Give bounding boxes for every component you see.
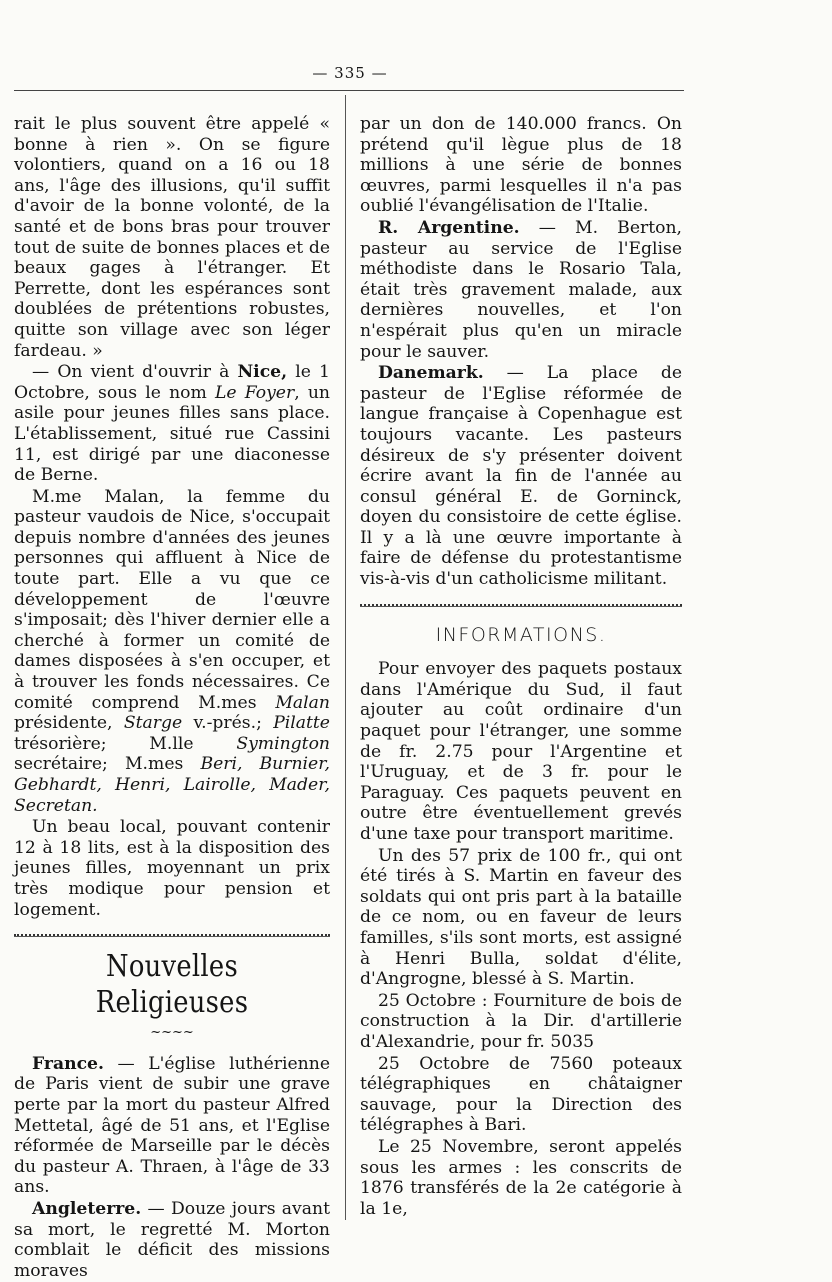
paragraph-france: France. — L'église luthérienne de Paris vient de subir une grave perte par la mort du pasteur Alfred Mettetal, âgé de 51 ans, et l'Eglise réformée de Marseille par le décès du pasteur A. Thraen, à l'âge de 33 ans. [14, 1053, 330, 1198]
right-column [360, 114, 682, 1220]
section-rule [14, 934, 330, 937]
paragraph-local: Un beau local, pouvant contenir 12 à 18 lits, est à la disposition des jeunes filles, moyennant un prix très modique pour pension et logement. [14, 817, 330, 920]
heading-nouvelles-religieuses: Nouvelles Religieuses [95, 949, 249, 1021]
paragraph-danemark: Danemark. — La place de pasteur de l'Eglise réformée de langue française à Copenhague est toujours vacante. Les pasteurs désireux de s'y présenter doivent écrire avant la fin de l'année au consul général E. de Gorninck, doyen du consistoire de cette église. Il y a là une œuvre importante à faire de défense du protestantisme vis-à-vis d'un catholicisme militant. [360, 363, 682, 590]
page-number: — 335 — [312, 64, 388, 82]
section-rule-right [360, 604, 682, 607]
paragraph-nice: — On vient d'ouvrir à Nice, le 1 Octobre, sous le nom Le Foyer, un asile pour jeunes filles sans place. L'établissement, situé rue Cassini 11, est dirigé par une diaconesse de Berne. [14, 362, 330, 486]
left-column [14, 114, 330, 1282]
paragraph-poteaux: 25 Octobre de 7560 poteaux télégraphiques en châtaigner sauvage, pour la Direction des télégraphes à Bari. [360, 1053, 682, 1136]
heading-informations: INFORMATIONS. [435, 623, 607, 646]
paragraph-don: par un don de 140.000 francs. On prétend qu'il lègue plus de 18 millions à une série de bonnes œuvres, parmi lesquelles il n'a pas oublié l'évangélisation de l'Italie. [360, 114, 682, 217]
paragraph-malan: M.me Malan, la femme du pasteur vaudois de Nice, s'occupait depuis nombre d'années des jeunes personnes qui affluent à Nice de toute part. Elle a vu que ce développement de l'œuvre s'imposait; dès l'hiver dernier elle a cherché à former un comité de dames disposées à s'en occuper, et à trouver les fonds nécessaires. Ce comité comprend M.mes Malan présidente, Starge v.-prés.; Pilatte trésorière; M.lle Symington secrétaire; M.mes Beri, Burnier, Gebhardt, Henri, Lairolle, Mader, Secretan. [14, 486, 330, 816]
header-rule [14, 90, 684, 91]
paragraph-perrette: rait le plus souvent être appelé « bonne à rien ». On se figure volontiers, quand on a 16 ou 18 ans, l'âge des illusions, qu'il suffit d'avoir de la bonne volonté, de la santé et de bons bras pour trouver tout de suite de bonnes places et de beaux gages à l'étranger. Et Perrette, dont les espérances sont doublées de prétentions robustes, quitte son village avec son léger fardeau. » [14, 114, 330, 361]
paragraph-angleterre: Angleterre. — Douze jours avant sa mort, le regretté M. Morton comblait le déficit des missions moraves [14, 1198, 330, 1281]
paragraph-conscrits: Le 25 Novembre, seront appelés sous les armes : les conscrits de 1876 transférés de la 2e catégorie à la 1e, [360, 1136, 682, 1219]
ornament: ~~~~ [150, 1025, 194, 1041]
paragraph-prix: Un des 57 prix de 100 fr., qui ont été tirés à S. Martin en faveur des soldats qui ont pris part à la bataille de ce nom, ou en faveur de leurs familles, s'ils sont morts, est assigné à Henri Bulla, soldat d'élite, d'Angrogne, blessé à S. Martin. [360, 845, 682, 990]
paragraph-argentine: R. Argentine. — M. Berton, pasteur au service de l'Eglise méthodiste dans le Rosario Tala, était très gravement malade, aux dernières nouvelles, et l'on n'espérait plus qu'en un miracle pour le sauver. [360, 217, 682, 362]
column-divider [345, 95, 346, 1220]
paragraph-fourniture: 25 Octobre : Fourniture de bois de construction à la Dir. d'artillerie d'Alexandrie, pour fr. 5035 [360, 990, 682, 1052]
paragraph-paquets: Pour envoyer des paquets postaux dans l'Amérique du Sud, il faut ajouter au coût ordinaire d'un paquet pour l'étranger, une somme de fr. 2.75 pour l'Argentine et l'Uruguay, et de 3 fr. pour le Paraguay. Ces paquets peuvent en outre être éventuellement grevés d'une taxe pour transport maritime. [360, 659, 682, 844]
